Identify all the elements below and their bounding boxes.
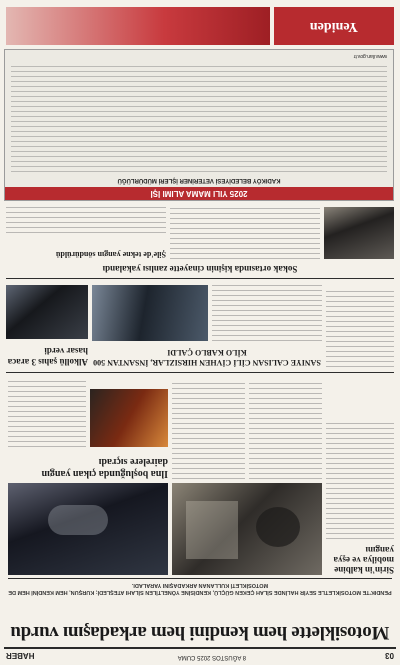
bosphorus-headline: Ilna boşluğunda çıkan yangın dairelere sıçradı [41, 456, 168, 479]
brand-banner [6, 7, 270, 45]
notice-title: 2025 YILI MAMA ALIMI İŞİ [5, 187, 393, 200]
main-headline: Motosiklette hem kendini hem arkadaşını vurdu [10, 622, 390, 643]
date-line: 8 AĞUSTOS 2025 CUMA [177, 654, 246, 660]
boat-body [6, 207, 166, 233]
divider [6, 372, 394, 373]
fire-photo [90, 389, 168, 447]
cable-headline: SANIYE CALISAN CİLİ CİVHEN HIRSIZLAR, İNSANTAN 500 KİLO KABLO ÇALDI [93, 348, 321, 367]
official-notice [4, 49, 394, 201]
cable-photo [92, 285, 208, 341]
main-deck: PENDIK'TE MOTOSİKLETLE SEYİR HALİNDE SİLAH ÇEKEN GÜÇLÜ, KENDİSİNE YÖNELTİLEN SİLAHI ATEŞLEDİ; KURŞUN, HEM KENDİNİ HEM DE MOTOSİKLETİ KULLANAN ARKADAŞINI YARALADI. [8, 582, 392, 595]
fire-headline: Sirin'in kalbine mobilya ve eşya yangını [333, 545, 394, 575]
bosphorus-body [8, 377, 86, 447]
divider [6, 278, 394, 279]
notice-body [11, 62, 387, 172]
car-headline: Alkollü şahıs 3 araca hasar verdi [7, 346, 88, 367]
brand-logo: Yeniden [274, 7, 394, 45]
main-photo [172, 483, 322, 575]
main-body-2 [172, 379, 245, 479]
section-label: HABER [6, 651, 35, 660]
main-body-1 [249, 379, 322, 479]
fire-body [326, 419, 394, 539]
masthead [4, 647, 396, 661]
motorcycle-photo [8, 483, 168, 575]
car-photo [6, 285, 88, 339]
divider [8, 578, 392, 579]
road-headline: Sokak ortasında kişinin cinayette zanlısı yakalandı [102, 264, 298, 274]
notice-subtitle: KADIKÖY BELEDİYESİ VETERİNER İŞLERİ MÜDÜRLÜĞÜ [117, 177, 281, 183]
left-body-2 [326, 287, 394, 367]
notice-footer: www.ilan.gov.tr [353, 53, 387, 59]
road-photo [324, 207, 394, 259]
page-number: 03 [385, 651, 394, 660]
road-body [170, 207, 320, 259]
boat-headline: Şile'de tekne yangın söndürüldü [55, 250, 166, 259]
cable-body [212, 285, 322, 341]
